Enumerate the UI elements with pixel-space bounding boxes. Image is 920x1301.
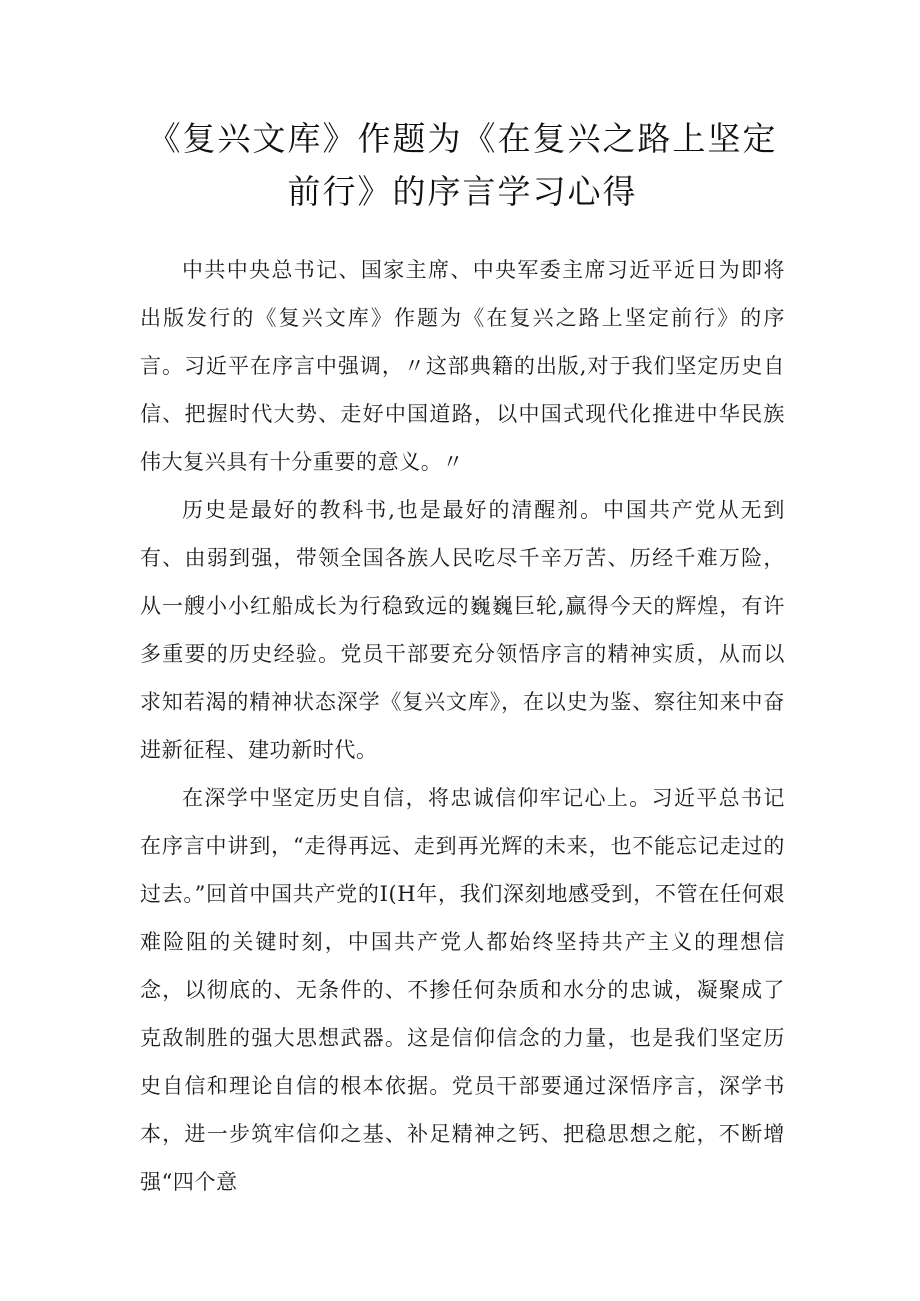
document-title: 《复兴文库》作题为《在复兴之路上坚定前行》的序言学习心得: [147, 119, 778, 211]
paragraph-2: 历史是最好的教科书,也是最好的清醒剂。中国共产党从无到有、由弱到强，带领全国各族人民吃尽千辛万苦、历经千难万险，从一艘小小红船成长为行稳致远的巍巍巨轮,赢得今天的辉煌，有许多重要的历史经验。党员干部要充分领悟序言的精神实质，从而以求知若渴的精神状态深学《复兴文库》，在以史为鉴、察往知来中奋进新征程、建功新时代。: [140, 498, 785, 762]
paragraph-3: 在深学中坚定历史自信，将忠诚信仰牢记心上。习近平总书记在序言中讲到，“走得再远、走到再光辉的未来，也不能忘记走过的过去。”回首中国共产党的I(H年，我们深刻地感受到，不管在任何艰难险阻的关键时刻，中国共产党人都始终坚持共产主义的理想信念，以彻底的、无条件的、不掺任何杂质和水分的忠诚，凝聚成了克敌制胜的强大思想武器。这是信仰信念的力量，也是我们坚定历史自信和理论自信的根本依据。党员干部要通过深悟序言，深学书本，进一步筑牢信仰之基、补足精神之钙、把稳思想之舵，不断增强“四个意: [140, 786, 785, 1194]
paragraph-1: 中共中央总书记、国家主席、中央军委主席习近平近日为即将出版发行的《复兴文库》作题为《在复兴之路上坚定前行》的序言。习近平在序言中强调，〃这部典籍的出版,对于我们坚定历史自信、把握时代大势、走好中国道路，以中国式现代化推进中华民族伟大复兴具有十分重要的意义。〃: [140, 258, 785, 474]
document-body: [140, 246, 785, 1206]
